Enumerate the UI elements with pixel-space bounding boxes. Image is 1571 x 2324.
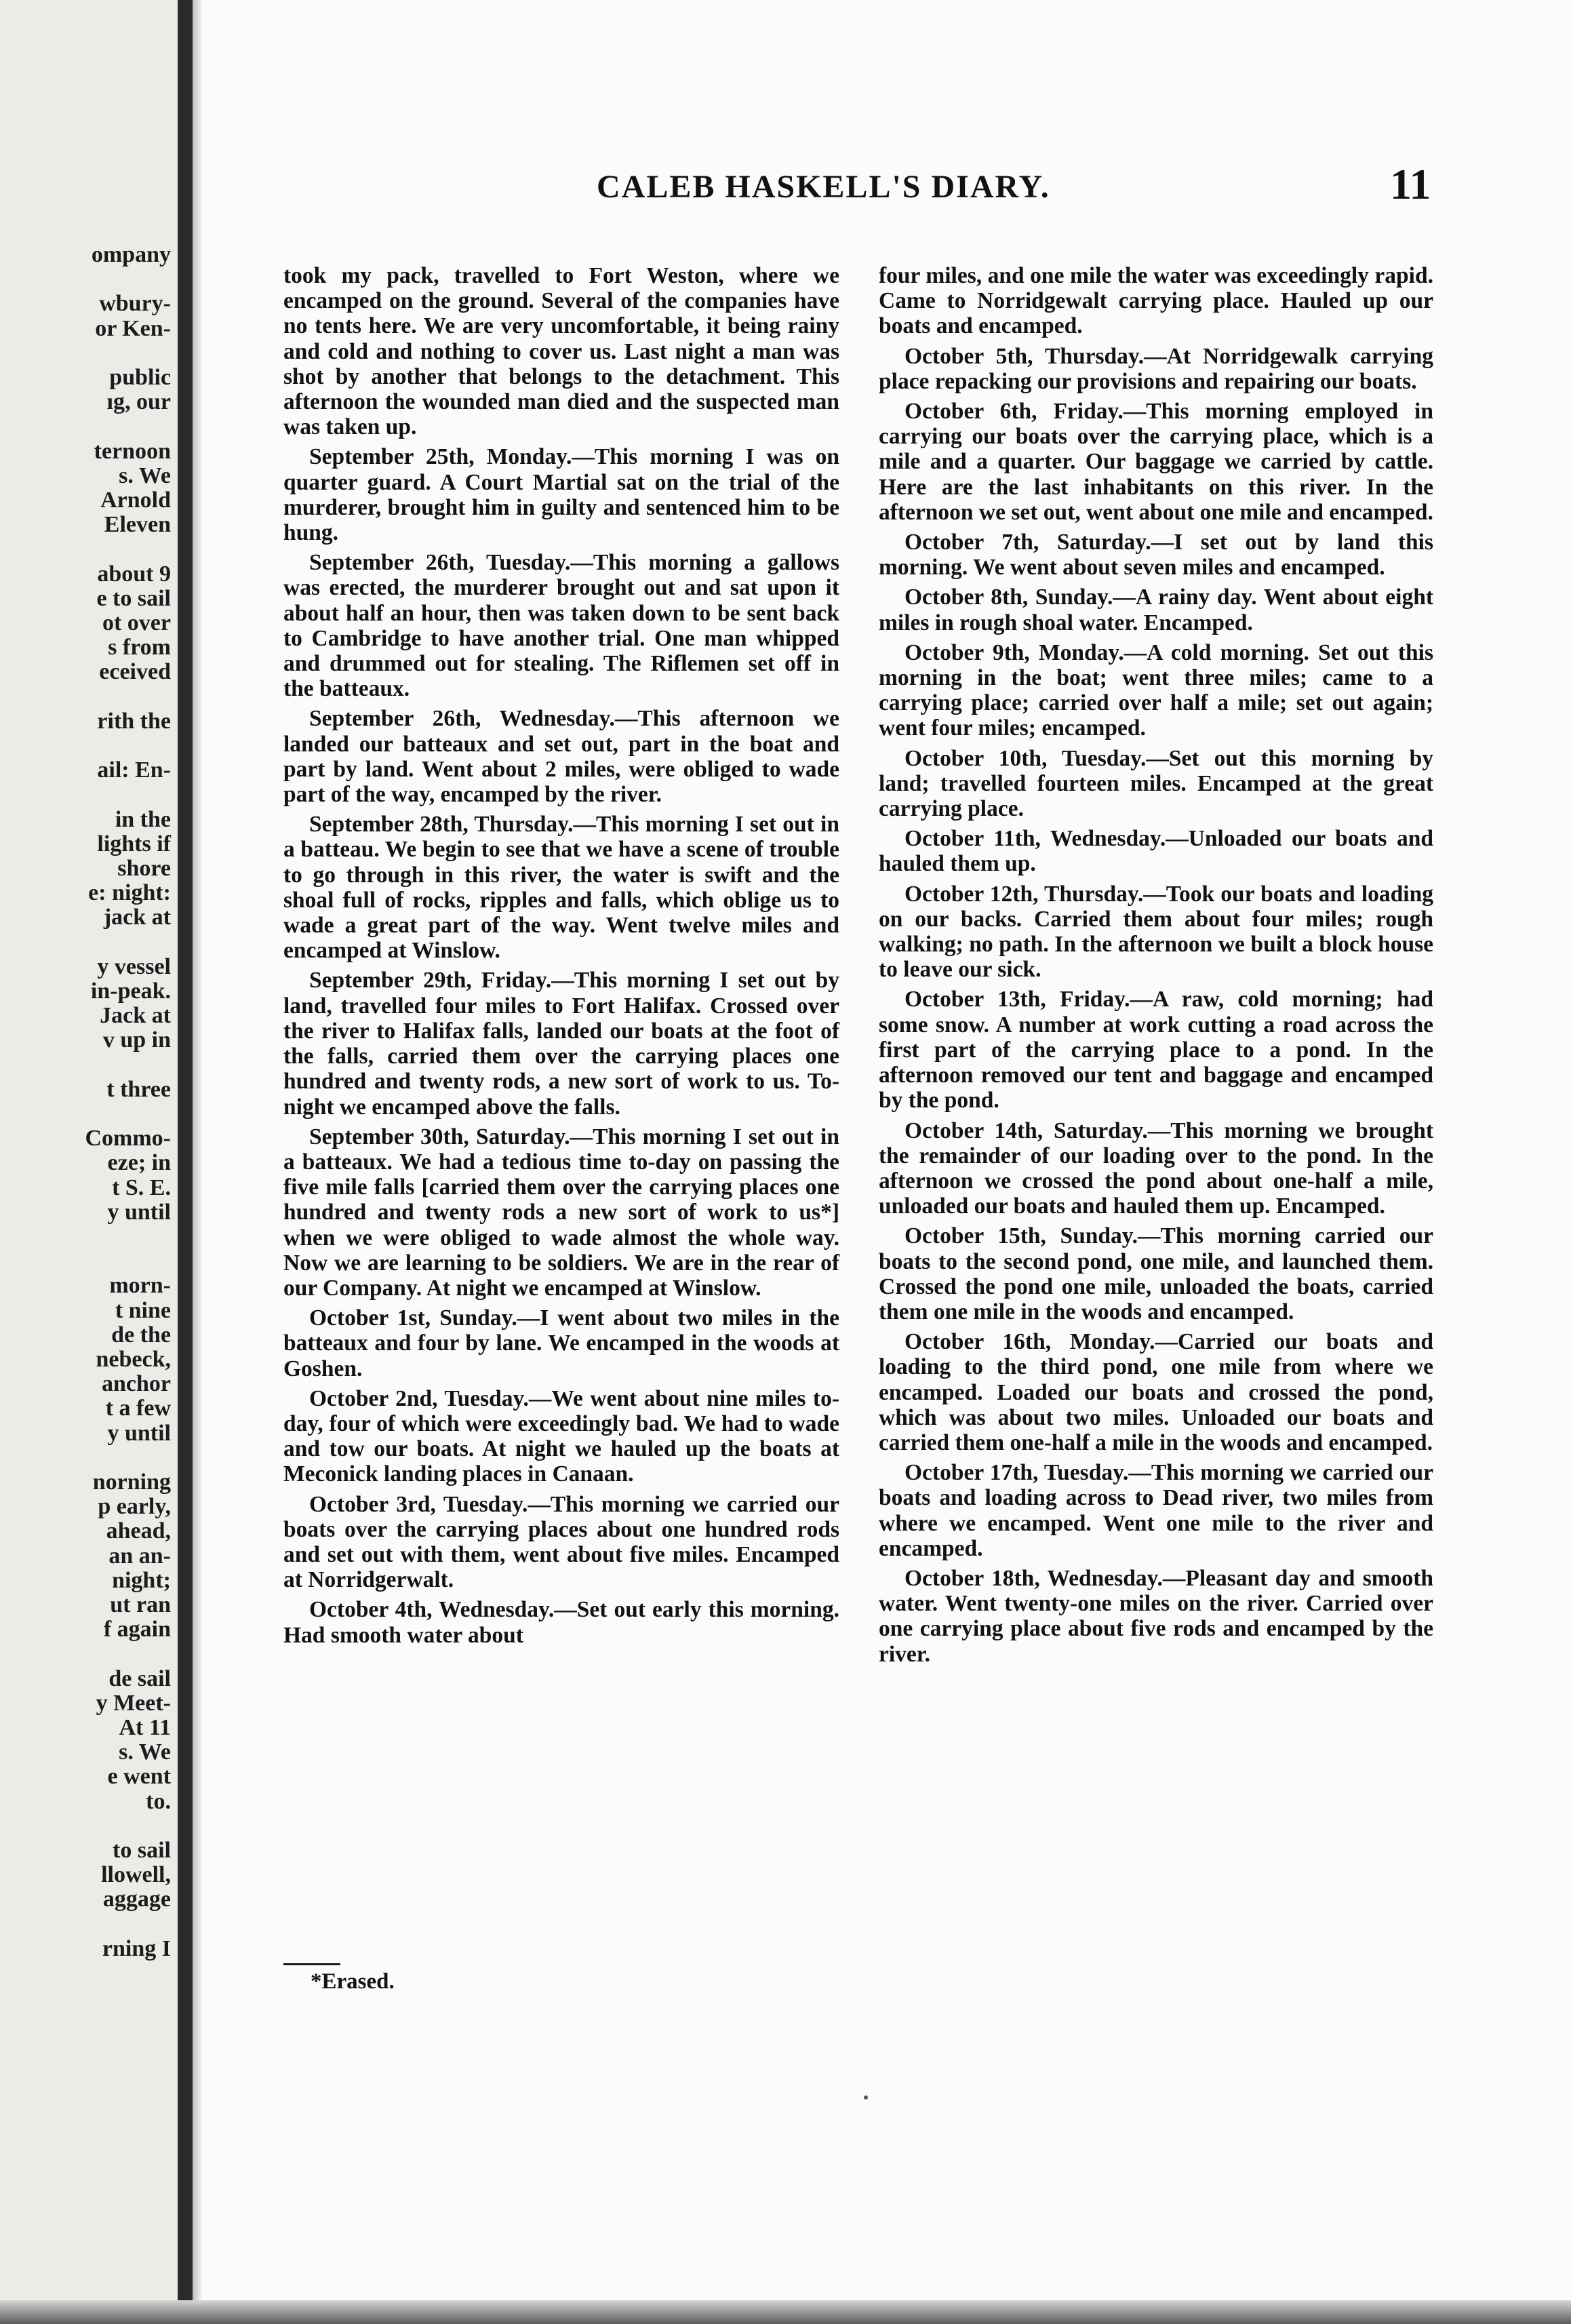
facing-page-fragment: p early, — [98, 1494, 171, 1520]
facing-page-fragment: f again — [103, 1617, 171, 1642]
diary-entry: September 26th, Tuesday.—This morning a gallows was erected, the murderer brought out and sat upon it about half an hour, then was taken down to be sent back to Cambridge to have another trial. One man whipped and drummed out for stealing. The Riflemen set off in the batteaux. — [283, 550, 839, 702]
facing-page-fragment: aggage — [102, 1887, 171, 1912]
diary-entry: October 4th, Wednesday.—Set out early this morning. Had smooth water about — [283, 1597, 839, 1648]
diary-entry: October 14th, Saturday.—This morning we brought the remainder of our loading over to the pond. In the afternoon we crossed the pond about one-half a mile, unloaded our boats and hauled them up. Encamped. — [879, 1118, 1433, 1219]
facing-page-fragment: public — [109, 365, 171, 390]
scan-bottom-edge — [0, 2300, 1571, 2324]
facing-page-fragment: s. We — [119, 462, 171, 488]
diary-entry: October 2nd, Tuesday.—We went about nine miles to-day, four of which were exceedingly bad. We had to wade and tow our boats. At night we hauled up the boats at Meconick landing places in Canaan. — [283, 1385, 839, 1487]
print-speck — [864, 2095, 868, 2100]
facing-page-fragment: y vessel — [97, 953, 171, 979]
facing-page-fragment: At 11 — [119, 1715, 171, 1740]
facing-page-fragment: to sail — [113, 1838, 171, 1863]
diary-entry: October 17th, Tuesday.—This morning we carried our boats and loading across to Dead river, two miles from where we encamped. Went one mile to the river and encamped. — [879, 1460, 1433, 1561]
diary-entry: October 9th, Monday.—A cold morning. Set out this morning in the boat; went three miles; came to a carrying place; carried over half a mile; set out again; went four miles; encamped. — [879, 639, 1433, 741]
diary-entry: September 25th, Monday.—This morning I was on quarter guard. A Court Martial sat on the trial of the murderer, brought him in guilty and sentenced him to be hung. — [283, 444, 839, 546]
facing-page-fragment: wbury- — [99, 291, 171, 317]
facing-page-fragment: rning I — [102, 1935, 171, 1961]
facing-page-fragment: ot over — [102, 610, 171, 635]
gutter-shadow — [193, 0, 202, 2324]
facing-page-fragment: t three — [106, 1076, 171, 1102]
facing-page-fragment: ıg, our — [106, 389, 171, 415]
diary-entry: October 13th, Friday.—A raw, cold morning; had some snow. A number at work cutting a road across the first part of the carrying place to a pond. In the afternoon removed our tent and baggage and encamped by the pond. — [879, 987, 1433, 1114]
facing-page-fragment: an an- — [108, 1543, 171, 1569]
diary-entry: took my pack, travelled to Fort Weston, where we encamped on the ground. Several of the companies have no tents here. We are very uncomfortable, it being rainy and cold and nothing to cover us. Last night a man was shot by another that belongs to the detachment. This afternoon the wounded man died and the suspected man was taken up. — [283, 263, 839, 440]
diary-entry: October 15th, Sunday.—This morning carried our boats to the second pond, one mile, and launched them. Crossed the pond one mile, unloaded the boats, carried them one mile in the woods and encamped. — [879, 1223, 1433, 1324]
diary-entry: October 7th, Saturday.—I set out by land this morning. We went about seven miles and encamped. — [879, 530, 1433, 580]
facing-page-fragment: Eleven — [104, 512, 171, 538]
facing-page-fragment: e to sail — [96, 585, 171, 611]
facing-page-fragment: norning — [92, 1470, 171, 1495]
running-title: CALEB HASKELL'S DIARY. — [597, 169, 1050, 205]
diary-entry: October 3rd, Tuesday.—This morning we carried our boats over the carrying places about one hundred rods and set out with them, went about five miles. Encamped at Norridgerwalt. — [283, 1491, 839, 1593]
diary-entry: October 11th, Wednesday.—Unloaded our boats and hauled them up. — [879, 826, 1433, 877]
book-gutter — [178, 0, 193, 2324]
diary-entry: September 28th, Thursday.—This morning I set out in a batteau. We begin to see that we have a scene of trouble to go through in this river, the water is swift and the shoal full of rocks, ripples and falls, which oblige us to wade a great part of the way. Went twelve miles and encamped at Winslow. — [283, 812, 839, 964]
diary-entry: September 30th, Saturday.—This morning I set out in a batteaux. We had a tedious time to-day on passing the five mile falls [carried them over the carrying places one hundred and twenty rods a new sort of work to us*] when we were obliged to wade almost the whole way. Now we are learning to be soldiers. We are in the rear of our Company. At night we encamped at Winslow. — [283, 1124, 839, 1301]
facing-page-fragment: anchor — [102, 1371, 171, 1397]
facing-page-fragment: y until — [107, 1420, 171, 1446]
facing-page-margin — [0, 0, 178, 2324]
facing-page-fragment: s from — [108, 635, 171, 661]
facing-page-fragment: jack at — [103, 905, 171, 930]
diary-entry: October 8th, Sunday.—A rainy day. Went about eight miles in rough shoal water. Encamped. — [879, 585, 1433, 635]
facing-page-fragment: de sail — [108, 1666, 171, 1691]
facing-page-fragment: ternoon — [94, 438, 171, 464]
facing-page-fragment: t S. E. — [112, 1175, 171, 1200]
diary-entry: September 29th, Friday.—This morning I set out by land, travelled four miles to Fort Halifax. Crossed over the river to Halifax falls, landed our boats at the foot of the falls, carried them over the carrying places one hundred and twenty rods, a new sort of work to us. To-night we encamped above the falls. — [283, 968, 839, 1120]
diary-entry: October 5th, Thursday.—At Norridgewalk carrying place repacking our provisions and repairing our boats. — [879, 343, 1433, 394]
diary-entry: October 18th, Wednesday.—Pleasant day and smooth water. Went twenty-one miles on the river. Carried over one carrying place about five rods and encamped by the river. — [879, 1565, 1433, 1667]
facing-page-fragment: lights if — [97, 831, 171, 856]
facing-page-fragment: s. We — [119, 1739, 171, 1765]
facing-page-fragment: Commo- — [85, 1126, 171, 1151]
page-number: 11 — [1390, 160, 1431, 208]
diary-entry: October 16th, Monday.—Carried our boats and loading to the third pond, one mile from where we encamped. Loaded our boats and crossed the pond, which was about two miles. Unloaded our boats and carried them one-half a mile in the woods and encamped. — [879, 1329, 1433, 1455]
footnote-rule — [283, 1963, 340, 1965]
facing-page-fragment: night; — [112, 1567, 171, 1593]
diary-entry: October 1st, Sunday.—I went about two miles in the batteaux and four by lane. We encamped in the woods at Goshen. — [283, 1305, 839, 1381]
facing-page-fragment: y until — [107, 1199, 171, 1225]
facing-page-fragment: t nine — [115, 1297, 171, 1323]
facing-page-fragment: v up in — [102, 1027, 171, 1053]
facing-page-fragment: Arnold — [100, 488, 171, 513]
facing-page-fragment: ut ran — [110, 1592, 171, 1617]
facing-page-fragment: ail: En- — [97, 757, 171, 783]
facing-page-fragment: llowell, — [101, 1862, 171, 1888]
diary-entry: October 6th, Friday.—This morning employed in carrying our boats over the carrying place, which is a mile and a quarter. Our baggage we carried by cattle. Here are the last inhabitants on this river. In the afternoon we set out, went about one mile and encamped. — [879, 399, 1433, 525]
facing-page-fragment: morn- — [109, 1273, 171, 1299]
facing-page-fragment: shore — [117, 856, 171, 881]
right-text-column — [879, 263, 1433, 1672]
facing-page-fragment: in the — [115, 806, 171, 832]
diary-entry: four miles, and one mile the water was exceedingly rapid. Came to Norridgewalt carrying place. Hauled up our boats and encamped. — [879, 263, 1433, 339]
left-text-column — [283, 263, 839, 1653]
facing-page-fragment: rith the — [97, 708, 171, 734]
facing-page-fragment: t a few — [105, 1396, 171, 1421]
facing-page-fragment: de the — [111, 1322, 171, 1347]
facing-page-fragment: e went — [107, 1764, 171, 1790]
facing-page-fragment: eze; in — [107, 1150, 171, 1176]
diary-entry: October 10th, Tuesday.—Set out this morning by land; travelled fourteen miles. Encamped at the great carrying place. — [879, 745, 1433, 822]
facing-page-fragment: ahead, — [106, 1518, 171, 1544]
facing-page-fragment: Jack at — [100, 1003, 171, 1029]
diary-entry: October 12th, Thursday.—Took our boats and loading on our backs. Carried them about four miles; rough walking; no path. In the afternoon we built a block house to leave our sick. — [879, 881, 1433, 983]
facing-page-fragment: about 9 — [97, 561, 171, 587]
facing-page-fragment: nebeck, — [96, 1347, 171, 1372]
facing-page-fragment: in-peak. — [90, 979, 171, 1004]
facing-page-fragment: or Ken- — [95, 315, 171, 341]
diary-entry: September 26th, Wednesday.—This afternoon we landed our batteaux and set out, part in the boat and part by land. Went about 2 miles, were obliged to wade part of the way, encamped by the river. — [283, 706, 839, 808]
facing-page-fragment: y Meet- — [96, 1690, 171, 1716]
footnote: *Erased. — [311, 1969, 395, 1994]
facing-page-fragment: eceived — [99, 659, 171, 685]
facing-page-fragment: e: night: — [88, 880, 171, 906]
facing-page-fragment: ompany — [91, 242, 171, 267]
facing-page-fragment: to. — [146, 1788, 171, 1814]
